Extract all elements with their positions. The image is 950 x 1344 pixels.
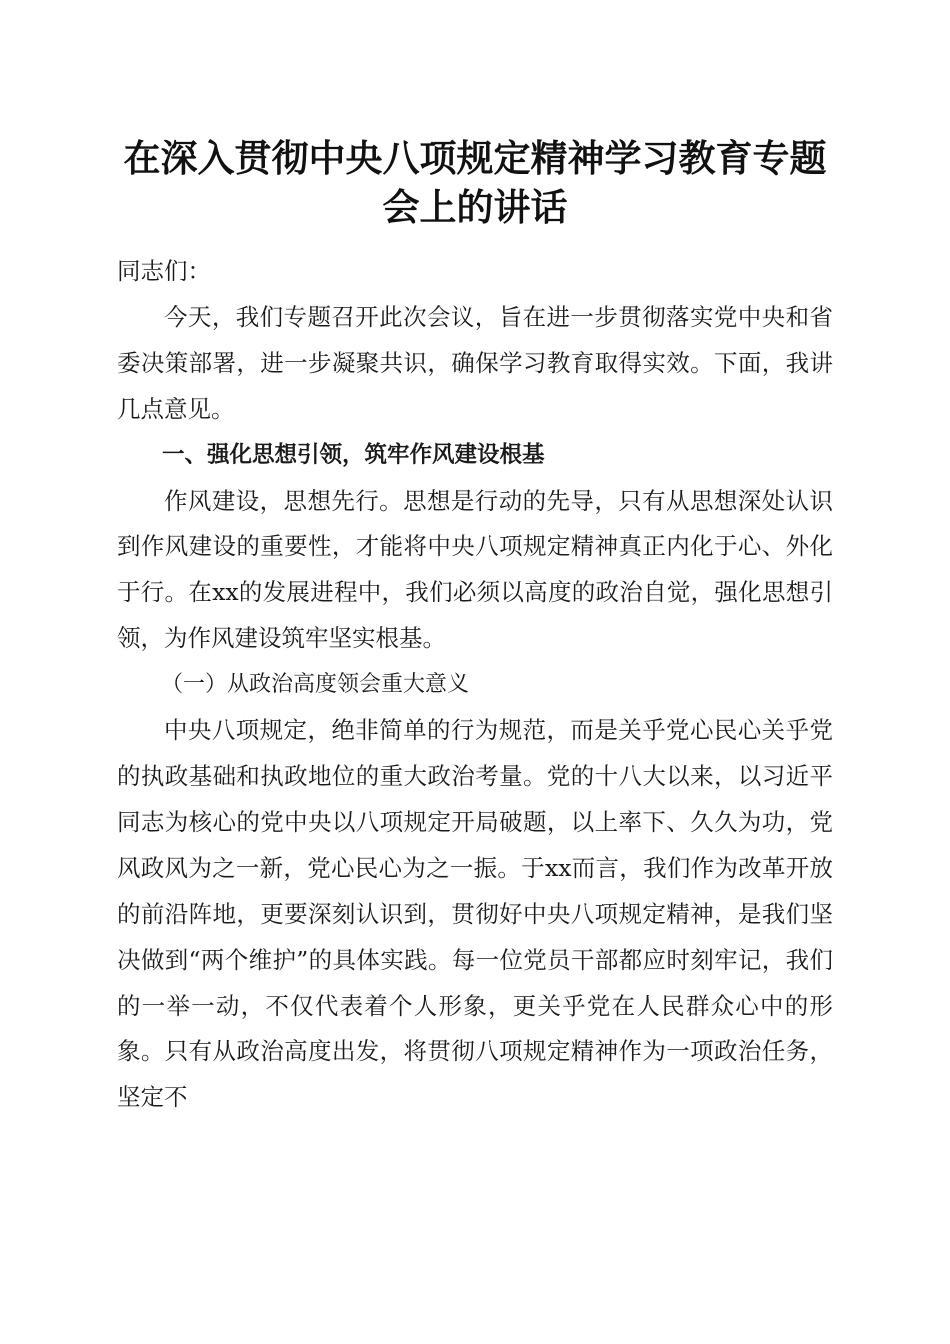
section-heading: 一、强化思想引领，筑牢作风建设根基 xyxy=(162,441,545,468)
greeting: 同志们： xyxy=(117,257,211,285)
document-body xyxy=(117,249,833,1121)
section-paragraph: 作风建设，思想先行。思想是行动的先导，只有从思想深处认识到作风建设的重要性，才能将中央八项规定精神真正内化于心、外化于行。在xx的发展进程中，我们必须以高度的政治自觉，强化思想引领，为作风建设筑牢坚实根基。 xyxy=(117,486,833,653)
document-title: 在深入贯彻中央八项规定精神学习教育专题会上的讲话 xyxy=(123,136,827,229)
intro-paragraph: 今天，我们专题召开此次会议，旨在进一步贯彻落实党中央和省委决策部署，进一步凝聚共识，确保学习教育取得实效。下面，我讲几点意见。 xyxy=(117,302,833,423)
subsection-heading: （一）从政治高度领会重大意义 xyxy=(161,672,470,698)
subsection-paragraph: 中央八项规定，绝非简单的行为规范，而是关乎党心民心关乎党的执政基础和执政地位的重大政治考量。党的十八大以来，以习近平同志为核心的党中央以八项规定开局破题，以上率下、久久为功，党风政风为之一新，党心民心为之一振。于xx而言，我们作为改革开放的前沿阵地，更要深刻认识到，贯彻好中央八项规定精神，是我们坚决做到“两个维护”的具体实践。每一位党员干部都应时刻牢记，我们的一举一动，不仅代表着个人形象，更关乎党在人民群众心中的形象。只有从政治高度出发，将贯彻八项规定精神作为一项政治任务，坚定不 xyxy=(117,716,833,1112)
